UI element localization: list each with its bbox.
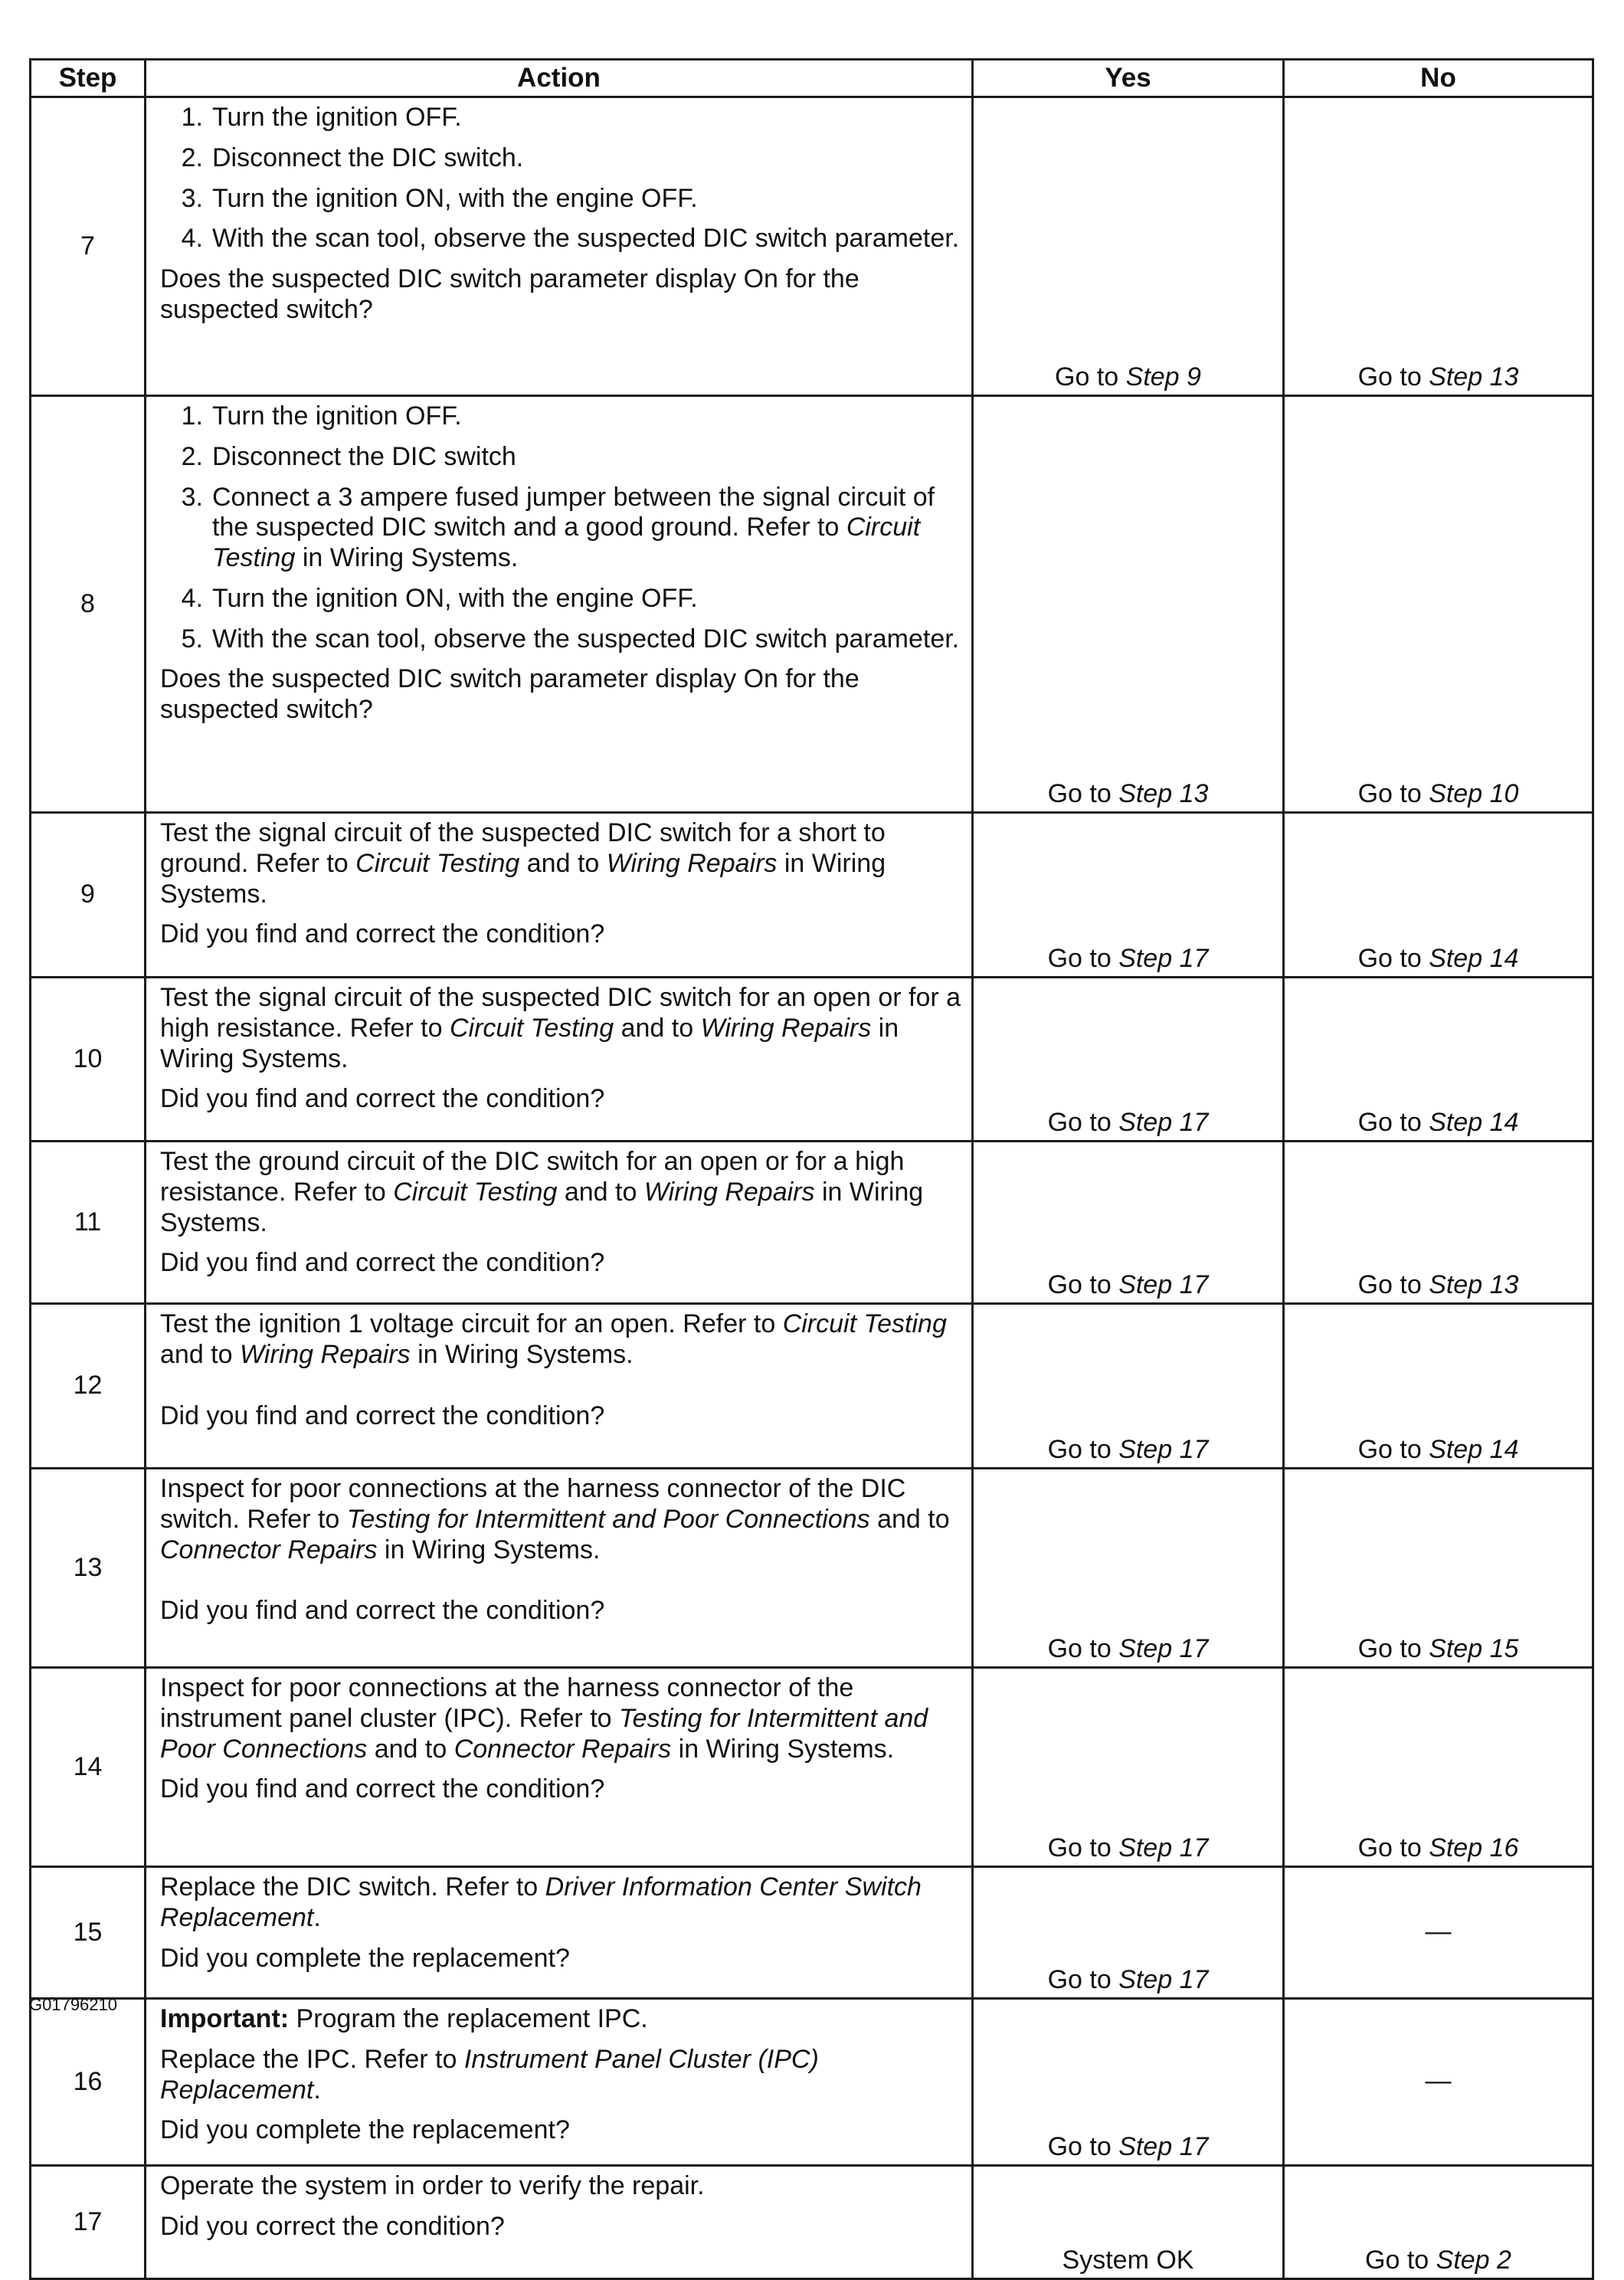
text-run: Replace the DIC switch. Refer to xyxy=(160,1872,545,1902)
text-run: in Wiring Systems. xyxy=(671,1734,895,1764)
step-number: 11 xyxy=(31,1142,146,1304)
text-run: Replace the IPC. Refer to xyxy=(160,2044,464,2074)
text-run: Go to xyxy=(1357,1833,1429,1863)
action-question: Did you correct the condition? xyxy=(160,2211,505,2241)
action-question: Did you find and correct the condition? xyxy=(160,1084,605,1114)
text-run: in Wiring Systems. xyxy=(160,1177,924,1237)
reference-link-text: Step 13 xyxy=(1118,779,1209,809)
yes-result xyxy=(973,97,1284,396)
header-no: No xyxy=(1284,60,1593,97)
action-question: Did you find and correct the condition? xyxy=(160,1774,605,1804)
reference-link-text: Step 2 xyxy=(1436,2246,1511,2275)
reference-link-text: Step 17 xyxy=(1118,1965,1209,1995)
reference-link-text: Step 17 xyxy=(1118,1435,1209,1465)
step-number: 16 xyxy=(31,1999,146,2166)
text-run: in Wiring Systems. xyxy=(160,848,886,909)
text-run: Inspect for poor connections at the harness connector of the instrument panel cluster (IPC). Refer to xyxy=(160,1673,854,1733)
text-run: Go to xyxy=(1357,1270,1429,1300)
step-number: 17 xyxy=(31,2166,146,2279)
text-run: and to xyxy=(557,1177,644,1207)
action-paragraph xyxy=(160,2171,964,2202)
action-paragraph xyxy=(160,818,964,909)
action-paragraph xyxy=(160,1474,964,1565)
yes-result xyxy=(973,1469,1284,1668)
action-paragraph xyxy=(160,1673,964,1764)
table-row xyxy=(31,1668,1593,1867)
step-number: 15 xyxy=(31,1867,146,1999)
figure-id: G01796210 xyxy=(29,1995,117,2014)
procedure-item: 2. Disconnect the DIC switch xyxy=(181,441,516,471)
text-run: With the scan tool, observe the suspected DIC switch parameter. xyxy=(212,624,960,654)
text-run: Disconnect the DIC switch. xyxy=(212,142,524,172)
text-run: Go to xyxy=(1047,1435,1119,1465)
action-cell xyxy=(146,1304,973,1469)
action-cell xyxy=(146,97,973,396)
reference-link-text: Step 16 xyxy=(1429,1833,1519,1863)
action-paragraph xyxy=(160,1147,964,1238)
no-result xyxy=(1284,396,1593,813)
reference-link-text: Wiring Repairs xyxy=(643,1177,815,1207)
text-run: and to xyxy=(869,1504,950,1534)
step-number: 7 xyxy=(31,97,146,396)
procedure-item: 3. Connect a 3 ampere fused jumper between the signal circuit of the suspected DIC switch and a good ground. Refer to Circuit Testing in Wiring Systems. xyxy=(181,482,935,573)
reference-link-text: Instrument Panel Cluster (IPC) Replacement xyxy=(160,2044,819,2105)
text-run: Operate the system in order to verify the repair. xyxy=(160,2171,705,2200)
text-run: Test the signal circuit of the suspected DIC switch for a short to ground. Refer to xyxy=(160,818,886,878)
reference-link-text: Step 17 xyxy=(1118,1634,1209,1664)
yes-result xyxy=(973,978,1284,1142)
table-row xyxy=(31,1469,1593,1668)
action-cell xyxy=(146,1999,973,2166)
header-row xyxy=(31,60,1593,97)
procedure-item: 3. Turn the ignition ON, with the engine OFF. xyxy=(181,183,698,213)
action-cell xyxy=(146,978,973,1142)
table-row xyxy=(31,1867,1593,1999)
no-result xyxy=(1284,1304,1593,1469)
yes-result xyxy=(973,1999,1284,2166)
reference-link-text: Connector Repairs xyxy=(453,1734,672,1764)
no-result xyxy=(1284,1999,1593,2166)
text-run: Go to xyxy=(1047,1108,1119,1138)
reference-link-text: Wiring Repairs xyxy=(606,848,778,878)
yes-result xyxy=(973,1867,1284,1999)
yes-result xyxy=(973,396,1284,813)
reference-link-text: Circuit Testing xyxy=(393,1177,558,1207)
reference-link-text: Step 17 xyxy=(1118,1108,1209,1138)
text-run: . xyxy=(313,1902,321,1932)
text-run: Connect a 3 ampere fused jumper between the signal circuit of the suspected DIC switch and a good ground. Refer to xyxy=(212,482,935,542)
text-run: and to xyxy=(367,1734,454,1764)
action-cell xyxy=(146,1469,973,1668)
reference-link-text: Step 14 xyxy=(1429,1435,1519,1465)
procedure-item: 1. Turn the ignition OFF. xyxy=(181,103,462,132)
reference-link-text: Step 13 xyxy=(1429,1270,1519,1300)
step-number: 9 xyxy=(31,813,146,978)
action-paragraph xyxy=(160,2004,964,2035)
action-cell xyxy=(146,1867,973,1999)
text-run: and to xyxy=(160,1339,240,1369)
text-run: Inspect for poor connections at the harness connector of the DIC switch. Refer to xyxy=(160,1474,906,1534)
no-result xyxy=(1284,813,1593,978)
procedure-list xyxy=(160,401,964,654)
procedure-item: 2. Disconnect the DIC switch. xyxy=(181,142,524,172)
text-run: With the scan tool, observe the suspected DIC switch parameter. xyxy=(212,224,960,254)
table-row xyxy=(31,813,1593,978)
no-result xyxy=(1284,1867,1593,1999)
text-run: Go to xyxy=(1047,2132,1119,2162)
text-run: Go to xyxy=(1055,362,1126,392)
text-run: Go to xyxy=(1365,2246,1436,2275)
step-number: 12 xyxy=(31,1304,146,1469)
text-run: Go to xyxy=(1357,1634,1429,1664)
no-result xyxy=(1284,1142,1593,1304)
step-number: 13 xyxy=(31,1469,146,1668)
action-question: Did you find and correct the condition? xyxy=(160,1400,605,1430)
reference-link-text: Wiring Repairs xyxy=(239,1339,411,1369)
text-run: Test the ignition 1 voltage circuit for an open. Refer to xyxy=(160,1309,783,1338)
text-run: System OK xyxy=(1062,2246,1194,2275)
no-result xyxy=(1284,978,1593,1142)
step-number: 14 xyxy=(31,1668,146,1867)
text-run: — xyxy=(1425,1916,1452,1946)
reference-link-text: Step 13 xyxy=(1429,362,1519,392)
header-action: Action xyxy=(146,60,973,97)
step-number: 10 xyxy=(31,978,146,1142)
text-run: Program the replacement IPC. xyxy=(289,2004,648,2033)
action-question: Did you complete the replacement? xyxy=(160,1943,570,1973)
action-question: Does the suspected DIC switch parameter display On for the suspected switch? xyxy=(160,264,859,324)
step-number: 8 xyxy=(31,396,146,813)
reference-link-text: Step 15 xyxy=(1429,1634,1519,1664)
text-run: Go to xyxy=(1357,362,1429,392)
emphasis-label: Important: xyxy=(160,2004,290,2033)
table-row xyxy=(31,1142,1593,1304)
table-row xyxy=(31,396,1593,813)
text-run: Go to xyxy=(1357,1435,1429,1465)
table-row xyxy=(31,97,1593,396)
text-run: Go to xyxy=(1357,1108,1429,1138)
reference-link-text: Connector Repairs xyxy=(160,1535,378,1564)
header-step: Step xyxy=(31,60,146,97)
action-paragraph xyxy=(160,983,964,1074)
table-row xyxy=(31,1304,1593,1469)
action-question: Did you find and correct the condition? xyxy=(160,1248,605,1278)
text-run: . xyxy=(313,2075,321,2105)
reference-link-text: Driver Information Center Switch Replacement xyxy=(160,1872,922,1932)
action-paragraph xyxy=(160,1309,964,1371)
text-run: in Wiring Systems. xyxy=(295,543,519,573)
table-row xyxy=(31,978,1593,1142)
text-run: Turn the ignition OFF. xyxy=(212,401,462,431)
header-yes: Yes xyxy=(973,60,1284,97)
text-run: in Wiring Systems. xyxy=(410,1339,634,1369)
action-cell xyxy=(146,1142,973,1304)
text-run: Go to xyxy=(1047,1270,1119,1300)
no-result xyxy=(1284,97,1593,396)
text-run: Test the ground circuit of the DIC switch for an open or for a high resistance. Refer to xyxy=(160,1147,905,1207)
text-run: Go to xyxy=(1047,944,1119,974)
text-run: Disconnect the DIC switch xyxy=(212,441,516,471)
reference-link-text: Step 14 xyxy=(1429,1108,1519,1138)
action-cell xyxy=(146,396,973,813)
text-run: and to xyxy=(519,848,607,878)
text-run: Test the signal circuit of the suspected DIC switch for an open or for a high resistance. Refer to xyxy=(160,983,961,1043)
no-result xyxy=(1284,2166,1593,2279)
reference-link-text: Circuit Testing xyxy=(212,513,921,573)
reference-link-text: Step 10 xyxy=(1429,779,1519,809)
procedure-item: 1. Turn the ignition OFF. xyxy=(181,401,462,431)
reference-link-text: Step 17 xyxy=(1118,1270,1209,1300)
reference-link-text: Testing for Intermittent and Poor Connections xyxy=(160,1703,928,1764)
text-run: Turn the ignition ON, with the engine OFF. xyxy=(212,183,698,213)
procedure-item: 4. With the scan tool, observe the suspected DIC switch parameter. xyxy=(181,224,960,254)
text-run: Go to xyxy=(1047,1965,1119,1995)
table-body xyxy=(31,97,1593,2279)
reference-link-text: Step 17 xyxy=(1118,944,1209,974)
procedure-list xyxy=(160,103,964,254)
table-row xyxy=(31,1999,1593,2166)
procedure-item: 4. Turn the ignition ON, with the engine OFF. xyxy=(181,583,698,613)
text-run: Go to xyxy=(1357,779,1429,809)
reference-link-text: Circuit Testing xyxy=(449,1013,614,1043)
text-run: Go to xyxy=(1047,779,1119,809)
no-result xyxy=(1284,1469,1593,1668)
no-result xyxy=(1284,1668,1593,1867)
text-run: — xyxy=(1425,2065,1452,2095)
reference-link-text: Step 17 xyxy=(1118,2132,1209,2162)
reference-link-text: Step 17 xyxy=(1118,1833,1209,1863)
action-question: Did you complete the replacement? xyxy=(160,2115,570,2145)
text-run: Go to xyxy=(1047,1634,1119,1664)
reference-link-text: Circuit Testing xyxy=(782,1309,947,1338)
action-paragraph xyxy=(160,2045,964,2106)
yes-result xyxy=(973,1304,1284,1469)
text-run: Turn the ignition OFF. xyxy=(212,103,462,132)
text-run: in Wiring Systems. xyxy=(377,1535,601,1564)
reference-link-text: Step 14 xyxy=(1429,944,1519,974)
yes-result xyxy=(973,1668,1284,1867)
action-question: Did you find and correct the condition? xyxy=(160,919,605,949)
text-run: Turn the ignition ON, with the engine OFF. xyxy=(212,583,698,613)
yes-result xyxy=(973,2166,1284,2279)
yes-result xyxy=(973,813,1284,978)
reference-link-text: Wiring Repairs xyxy=(700,1013,872,1043)
action-question: Does the suspected DIC switch parameter display On for the suspected switch? xyxy=(160,664,859,725)
yes-result xyxy=(973,1142,1284,1304)
action-cell xyxy=(146,1668,973,1867)
table-row xyxy=(31,2166,1593,2279)
text-run: in Wiring Systems. xyxy=(160,1013,899,1073)
text-run: Go to xyxy=(1357,944,1429,974)
text-run: Go to xyxy=(1047,1833,1119,1863)
reference-link-text: Circuit Testing xyxy=(355,848,520,878)
action-paragraph xyxy=(160,1872,964,1934)
reference-link-text: Testing for Intermittent and Poor Connections xyxy=(346,1504,870,1534)
action-cell xyxy=(146,813,973,978)
procedure-item: 5. With the scan tool, observe the suspected DIC switch parameter. xyxy=(181,624,960,654)
action-question: Did you find and correct the condition? xyxy=(160,1596,605,1626)
diagnostic-table xyxy=(29,58,1594,2280)
reference-link-text: Step 9 xyxy=(1125,362,1201,392)
action-cell xyxy=(146,2166,973,2279)
text-run: and to xyxy=(614,1013,701,1043)
